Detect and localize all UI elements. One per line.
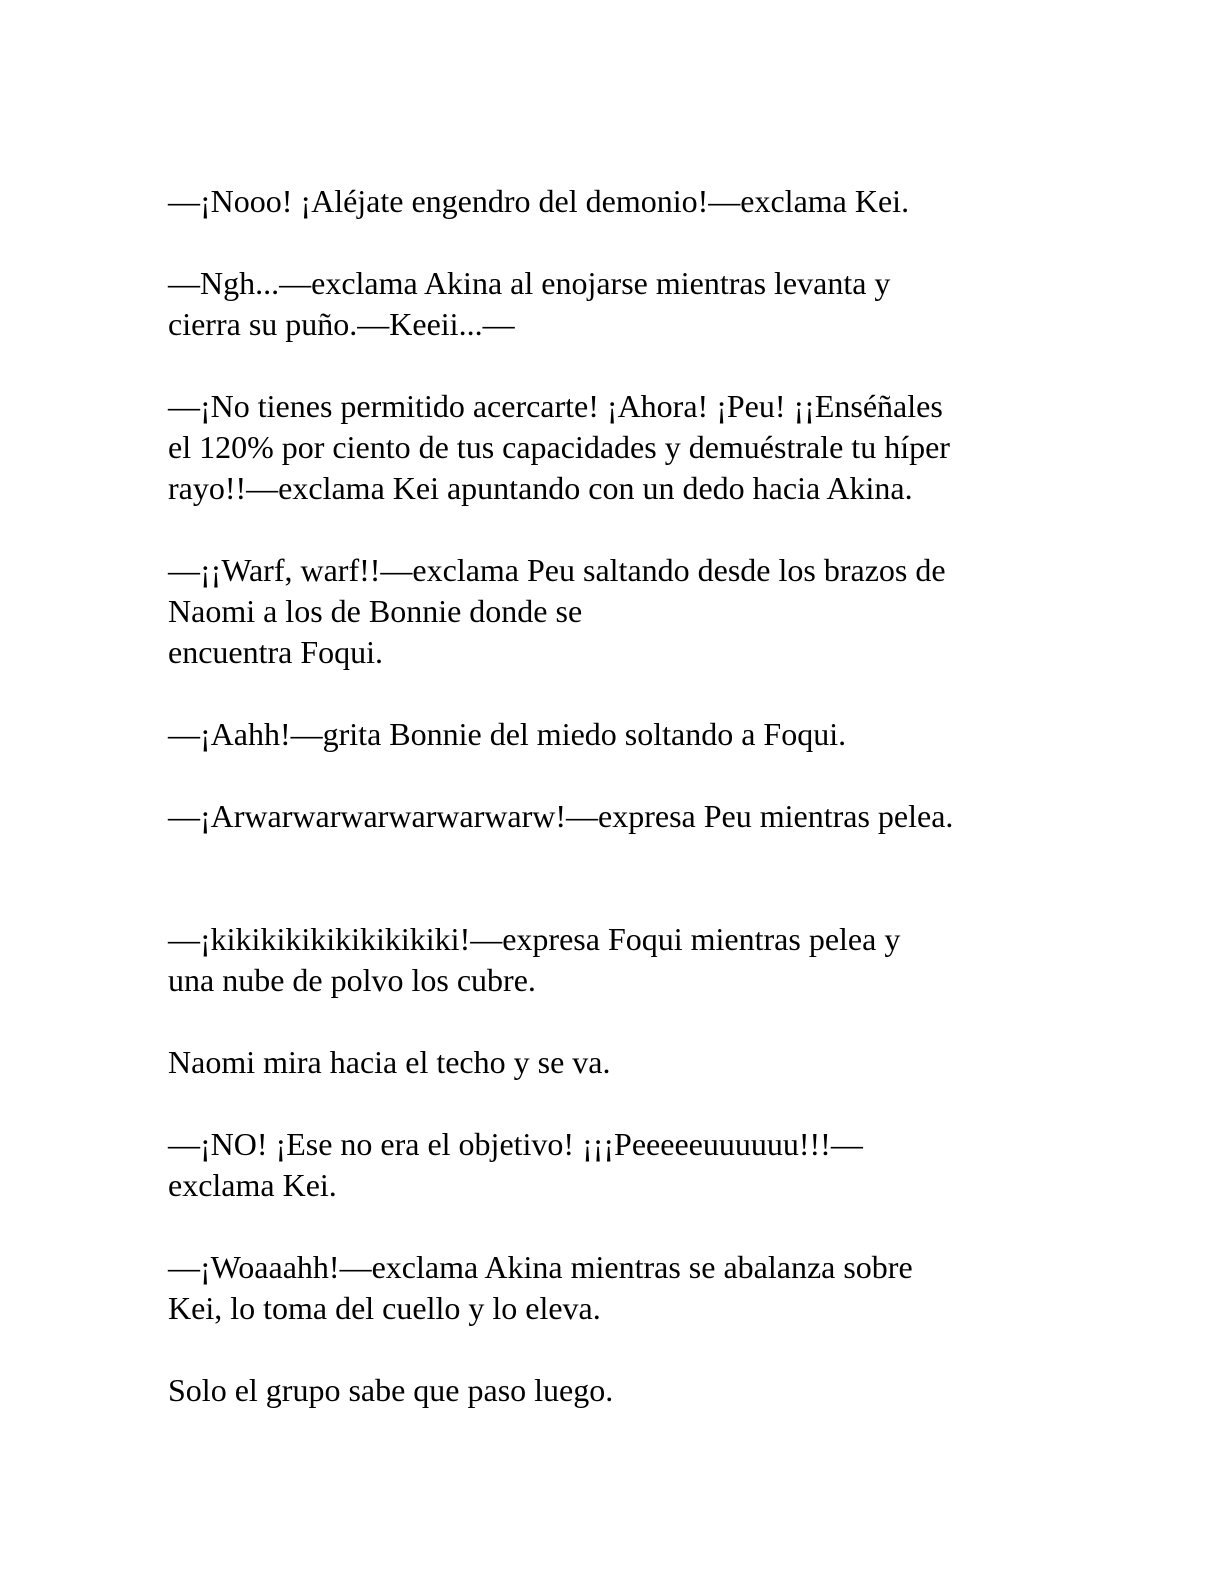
text-line: rayo!!—exclama Kei apuntando con un dedo hacia Akina.	[168, 470, 913, 506]
text-line: Naomi mira hacia el techo y se va.	[168, 1044, 611, 1080]
text-line: —¡Woaaahh!—exclama Akina mientras se abalanza sobre	[168, 1249, 913, 1285]
text-line: —Ngh...—exclama Akina al enojarse mientras levanta y	[168, 265, 891, 301]
paragraph-2	[168, 263, 1068, 345]
paragraph-5	[168, 714, 1068, 755]
text-line: —¡Aahh!—grita Bonnie del miedo soltando a Foqui.	[168, 716, 847, 752]
text-line: Naomi a los de Bonnie donde se	[168, 593, 583, 629]
paragraph-6	[168, 796, 1068, 837]
text-line: —¡No tienes permitido acercarte! ¡Ahora! ¡Peu! ¡¡Enséñales	[168, 388, 943, 424]
text-line: encuentra Foqui.	[168, 634, 384, 670]
text-line: —¡Arwarwarwarwarwarwarw!—expresa Peu mientras pelea.	[168, 798, 954, 834]
text-line: —¡¡Warf, warf!!—exclama Peu saltando desde los brazos de	[168, 552, 946, 588]
paragraph-1	[168, 181, 1068, 222]
text-line: el 120% por ciento de tus capacidades y demuéstrale tu híper	[168, 429, 950, 465]
text-line: Kei, lo toma del cuello y lo eleva.	[168, 1290, 601, 1326]
paragraph-7	[168, 919, 1068, 1001]
paragraph-10	[168, 1247, 1068, 1329]
text-line: cierra su puño.—Keeii...—	[168, 306, 515, 342]
paragraph-8	[168, 1042, 1068, 1083]
text-line: exclama Kei.	[168, 1167, 337, 1203]
paragraph-4	[168, 550, 1068, 673]
paragraph-9	[168, 1124, 1068, 1206]
paragraph-11	[168, 1370, 1068, 1411]
text-line: —¡kikikikikikikikikiki!—expresa Foqui mientras pelea y	[168, 921, 901, 957]
paragraph-3	[168, 386, 1068, 509]
text-line: una nube de polvo los cubre.	[168, 962, 536, 998]
text-line: —¡Nooo! ¡Aléjate engendro del demonio!—exclama Kei.	[168, 183, 910, 219]
text-line: Solo el grupo sabe que paso luego.	[168, 1372, 614, 1408]
text-line: —¡NO! ¡Ese no era el objetivo! ¡¡¡Peeeeeuuuuuu!!!—	[168, 1126, 863, 1162]
document-page	[168, 181, 1068, 1452]
